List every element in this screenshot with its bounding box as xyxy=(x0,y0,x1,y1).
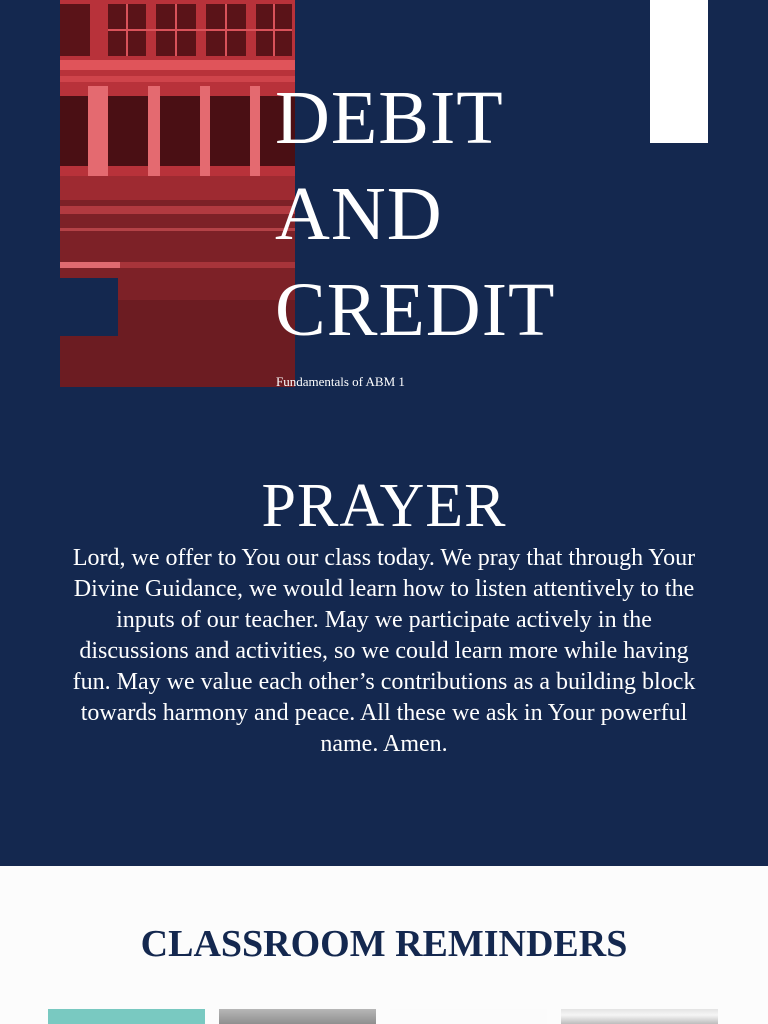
slide-subtitle: Fundamentals of ABM 1 xyxy=(276,374,405,389)
title-slide xyxy=(0,0,768,433)
title-line-1: DEBIT xyxy=(275,76,504,160)
reminders-heading: CLASSROOM REMINDERS xyxy=(140,923,628,965)
title-line-3: CREDIT xyxy=(275,268,556,352)
prayer-heading: PRAYER xyxy=(261,472,507,540)
prayer-slide xyxy=(0,433,768,866)
reminders-slide xyxy=(0,866,768,1024)
decorative-white-bar xyxy=(650,0,708,143)
prayer-text: Lord, we offer to You our class today. We pray that through Your Divine Guidance, we would learn how to listen attentively to the inputs of our teacher. May we participate actively in the discussions and activities, so we could learn more while having fun. May we value each other’s contributions as a building block towards harmony and peace. All these we ask in Your powerful name. Amen. xyxy=(72,545,696,757)
reminder-image-1 xyxy=(48,1009,205,1024)
slide-title xyxy=(275,70,555,358)
reminder-image-4 xyxy=(561,1009,718,1024)
reminder-image-3 xyxy=(390,1009,547,1024)
title-line-2: AND xyxy=(275,172,443,256)
storefront-photo xyxy=(60,0,295,387)
reminder-image-2 xyxy=(219,1009,376,1024)
